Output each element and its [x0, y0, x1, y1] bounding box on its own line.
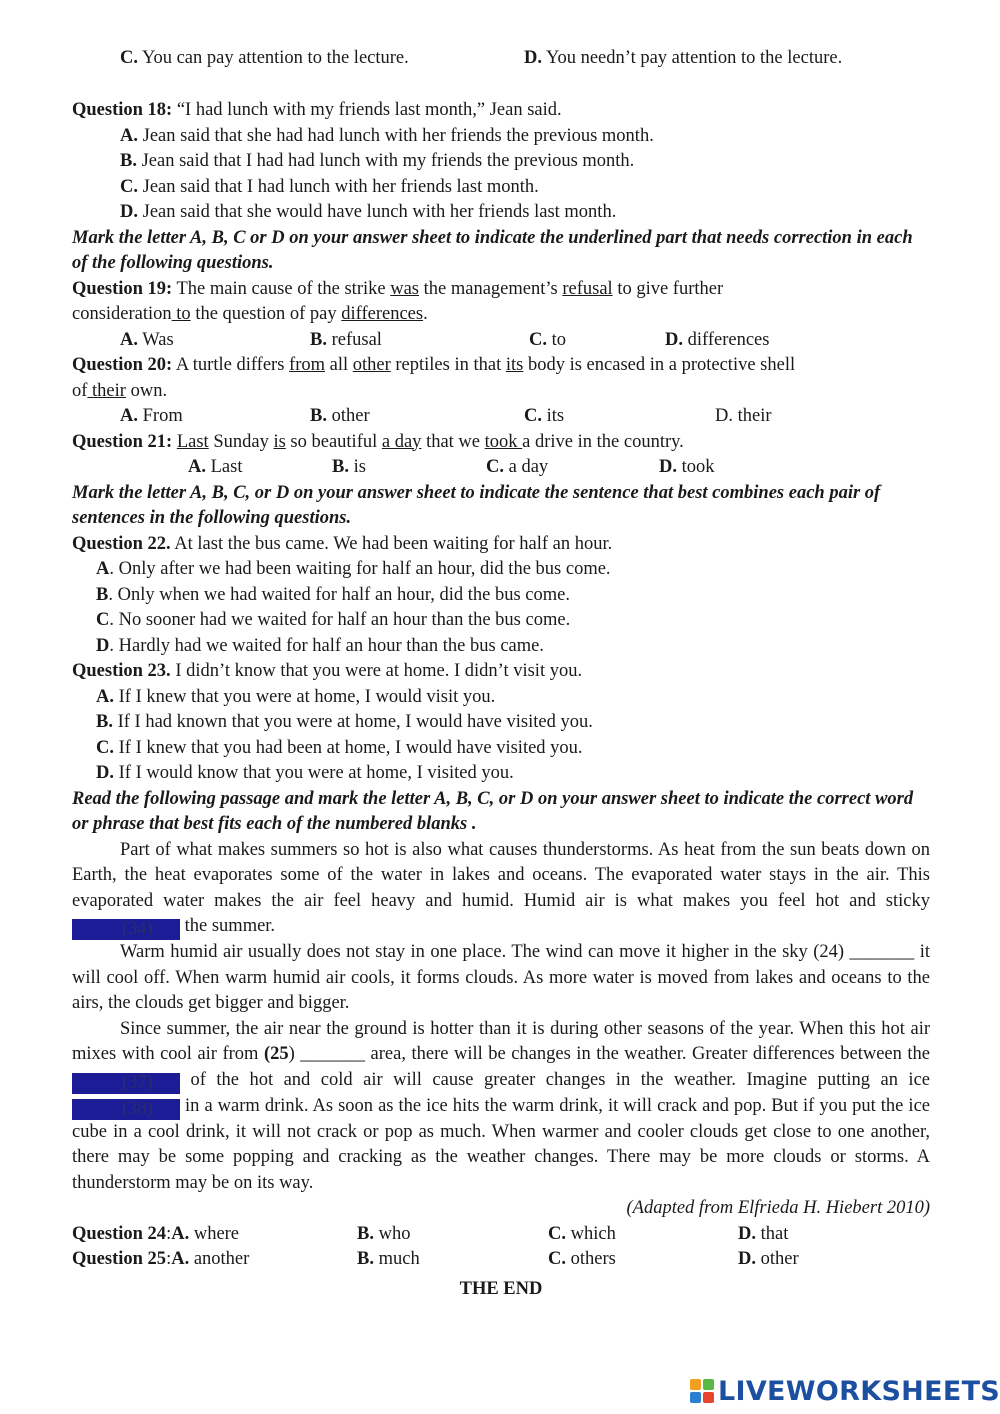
worksheet-page — [72, 46, 930, 1302]
q20-option-c: C. its — [524, 406, 565, 426]
liveworksheets-logo — [690, 1374, 1000, 1408]
logo-square-3 — [690, 1392, 701, 1403]
blank-37-input[interactable]: (37) — [72, 1073, 180, 1094]
q22-option-b: B. Only when we had waited for half an hour, did the bus come. — [96, 584, 570, 605]
q20-option-d: D. their — [715, 406, 772, 426]
q20-option-b: B. other — [310, 406, 370, 426]
q18-option-b: B. Jean said that I had had lunch with my friends the previous month. — [120, 151, 635, 171]
logo-square-2 — [703, 1379, 714, 1390]
q21-options-row — [72, 455, 930, 481]
passage-paragraph-1: Part of what makes summers so hot is also what causes thunderstorms. As heat from the sun beats down on Earth, the heat evaporates some of the water in lakes and oceans. The evaporated water stays in the air. This evaporated water makes the air feel heavy and humid. Humid air is what makes you feel hot and sticky (34) the summer. — [72, 839, 930, 939]
question-22: Question 22. At last the bus came. We had been waiting for half an hour. — [72, 533, 613, 554]
the-end-label: THE END — [459, 1278, 543, 1299]
q24-label: Question 24:A. where — [72, 1223, 240, 1244]
passage-paragraph-3: Since summer, the air near the ground is hotter than it is during other seasons of the year. When this hot air mixes with cool air from (25) _______ area, there will be changes in the weather. Greater differences between the (37) of the hot and cold air will cause greater changes in the weather. Imagine putting an ice (38) in a warm drink. As soon as the ice hits the warm drink, it will crack and pop. But if you put the ice cube in a cool drink, it will not crack or pop as much. When warmer and cooler clouds get close to one another, there may be some popping and cracking as the weather changes. There may be more clouds or storms. A thunderstorm may be on its way. — [72, 1018, 931, 1193]
logo-square-1 — [690, 1379, 701, 1390]
q24-option-b: B. who — [357, 1223, 411, 1244]
q22-option-d: D. Hardly had we waited for half an hour than the bus came. — [96, 635, 544, 656]
q21-option-a: A. Last — [188, 457, 243, 477]
q19-option-a: A. Was — [120, 329, 174, 350]
instruction-passage: Read the following passage and mark the letter A, B, C, or D on your answer sheet to indicate the correct word or phrase that best fits each of the numbered blanks . — [72, 788, 914, 834]
q23-option-c: C. If I knew that you had been at home, I would have visited you. — [96, 737, 583, 758]
question-19-cont: consideration to the question of pay differences. — [72, 304, 428, 324]
q25-label: Question 25:A. another — [72, 1249, 250, 1269]
logo-text: LIVEWORKSHEETS — [718, 1375, 1000, 1407]
q19-option-d: D. differences — [665, 329, 770, 350]
question-21: Question 21: Last Sunday is so beautiful a day that we took a drive in the country. — [72, 431, 684, 452]
q22-option-c: C. No sooner had we waited for half an hour than the bus come. — [96, 610, 571, 630]
reading-passage — [72, 838, 930, 1197]
instruction-combine: Mark the letter A, B, C, or D on your answer sheet to indicate the sentence that best combines each pair of sentences in the following questions. — [72, 482, 881, 528]
q25-option-b: B. much — [357, 1249, 420, 1269]
liveworksheets-mark-icon — [690, 1379, 714, 1403]
q18-option-d: D. Jean said that she would have lunch with her friends last month. — [120, 202, 617, 222]
q23-option-a: A. If I knew that you were at home, I would visit you. — [96, 686, 496, 707]
question-18: Question 18: “I had lunch with my friends last month,” Jean said. — [72, 100, 562, 120]
q23-option-b: B. If I had known that you were at home, I would have visited you. — [96, 712, 593, 732]
source-credit: (Adapted from Elfrieda H. Hiebert 2010) — [626, 1198, 930, 1218]
q25-option-d: D. other — [738, 1249, 799, 1269]
passage-paragraph-2: Warm humid air usually does not stay in one place. The wind can move it higher in the sky (24) _______ it will cool off. When warm humid air cools, it forms clouds. As more water is moved from lakes and oceans to the airs, the clouds get bigger and bigger. — [72, 942, 930, 1013]
q17-option-c: C. You can pay attention to the lecture. — [120, 48, 409, 68]
q21-option-d: D. took — [659, 457, 715, 477]
logo-square-4 — [703, 1392, 714, 1403]
q23-option-d: D. If I would know that you were at home, I visited you. — [96, 763, 514, 783]
q19-option-c: C. to — [529, 329, 567, 350]
question-23: Question 23. I didn’t know that you were at home. I didn’t visit you. — [72, 661, 583, 681]
q20-option-a: A. From — [120, 406, 183, 426]
blank-38-input[interactable]: (38) — [72, 1099, 180, 1120]
q24-option-d: D. that — [738, 1223, 789, 1244]
q17-options-row — [72, 46, 930, 72]
q20-options-row — [72, 404, 930, 430]
blank-34-input[interactable]: (34) — [72, 919, 180, 940]
q18-option-c: C. Jean said that I had lunch with her friends last month. — [120, 176, 539, 197]
q21-option-b: B. is — [332, 457, 366, 477]
question-20: Question 20: A turtle differs from all other reptiles in that its body is encased in a protective shell — [72, 355, 796, 375]
q18-option-a: A. Jean said that she had had lunch with her friends the previous month. — [120, 125, 654, 146]
q17-option-d: D. You needn’t pay attention to the lecture. — [524, 48, 843, 68]
question-25-options — [72, 1247, 930, 1273]
q19-option-b: B. refusal — [310, 329, 382, 350]
q21-option-c: C. a day — [486, 457, 549, 477]
q19-options-row — [72, 328, 930, 354]
instruction-correction: Mark the letter A, B, C or D on your answer sheet to indicate the underlined part that needs correction in each of the following questions. — [72, 227, 913, 273]
question-20-cont: of their own. — [72, 380, 168, 401]
q22-option-a: A. Only after we had been waiting for half an hour, did the bus come. — [96, 559, 611, 579]
q24-option-c: C. which — [548, 1223, 616, 1244]
question-19: Question 19: The main cause of the strike was the management’s refusal to give further — [72, 278, 724, 299]
q25-option-c: C. others — [548, 1249, 616, 1269]
question-24-options — [72, 1222, 930, 1248]
